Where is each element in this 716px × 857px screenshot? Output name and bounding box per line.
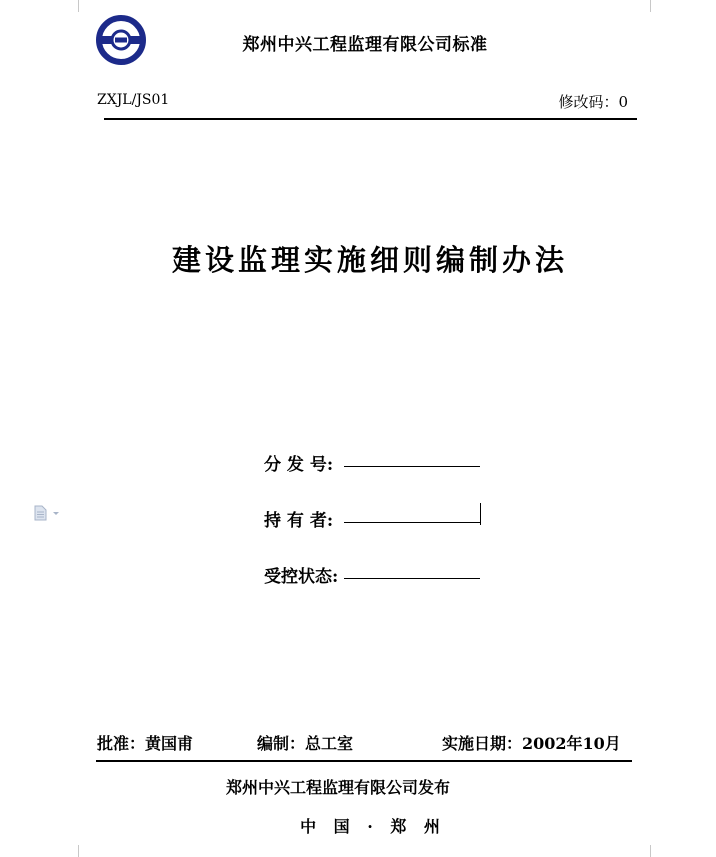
publisher-text: 郑州中兴工程监理有限公司发布 bbox=[225, 778, 450, 797]
page-corner-mark bbox=[66, 0, 79, 12]
document-icon[interactable] bbox=[33, 505, 63, 525]
holder-line[interactable] bbox=[344, 522, 480, 523]
header-divider bbox=[104, 118, 637, 120]
approval-text: 批准：黄国甫 bbox=[97, 734, 194, 753]
footer-divider bbox=[96, 760, 632, 762]
document-title: 建设监理实施细则编制办法 bbox=[171, 243, 568, 277]
location-text: 中 国 · 郑 州 bbox=[300, 817, 446, 836]
text-cursor bbox=[480, 503, 481, 525]
page-corner-mark bbox=[66, 845, 79, 857]
distribution-number-label: 分 发 号: bbox=[264, 455, 334, 475]
distribution-number-line[interactable] bbox=[344, 466, 480, 467]
compiled-by-text: 编制：总工室 bbox=[257, 734, 354, 753]
effective-date-text: 实施日期：2002年10月 bbox=[442, 734, 621, 753]
control-status-label: 受控状态: bbox=[264, 567, 339, 587]
revision-code: 修改码：0 bbox=[558, 93, 628, 111]
company-header: 郑州中兴工程监理有限公司标准 bbox=[242, 35, 488, 55]
document-code: ZXJL/JS01 bbox=[97, 92, 170, 108]
company-logo bbox=[96, 15, 146, 65]
control-status-line[interactable] bbox=[344, 578, 480, 579]
holder-label: 持 有 者: bbox=[264, 511, 334, 531]
page-corner-mark bbox=[650, 845, 663, 857]
page-corner-mark bbox=[650, 0, 663, 12]
